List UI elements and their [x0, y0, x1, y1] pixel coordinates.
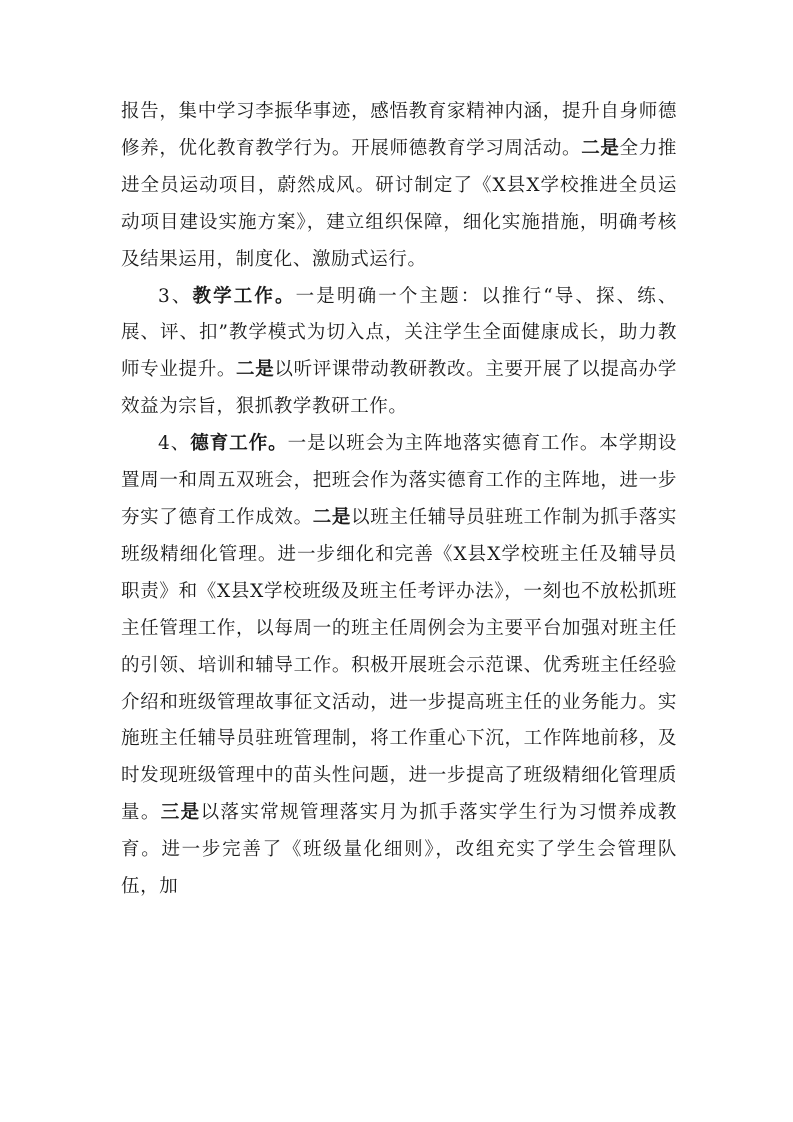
bold-run: 二是	[312, 506, 352, 528]
bold-run: 二是	[581, 137, 620, 159]
section-heading: 德育工作。	[190, 433, 288, 455]
section-number: 3、	[158, 285, 193, 307]
section-number: 4、	[158, 433, 191, 455]
paragraph-3	[121, 426, 677, 906]
text-run: 以班会为主阵地落实德育工作。本学期设置周一和周五双班会，把班会作为落实德育工作的主阵地，进一步夯实了德育工作成效。	[121, 433, 677, 528]
text-run: 一是	[295, 285, 337, 307]
text-run: 以听评课带动教研教改。主要开展了以提高办学效益为宗旨，狠抓教学教研工作。	[121, 359, 677, 418]
text-run: 明确一个主题：以推行“导、探、练、展、评、扣”教学模式为切入点，关注学生全面健康成长，助力教师专业提升。	[121, 285, 677, 381]
paragraph-1	[121, 94, 677, 279]
text-run: 以班主任辅导员驻班工作制为抓手落实班级精细化管理。进一步细化和完善《X县X学校班主任及辅导员职责》和《X县X学校班级及班主任考评办法》，一刻也不放松抓班主任管理工作，以每周一的班主任周例会为主要平台加强对班主任的引领、培训和辅导工作。积极开展班会示范课、优秀班主任经验介绍和班级管理故事征文活动，进一步提高班主任的业务能力。实施班主任辅导员驻班管理制，将工作重心下沉，工作阵地前移，及时发现班级管理中的苗头性问题，进一步提高了班级精细化管理质量。	[121, 506, 677, 824]
section-heading: 教学工作。	[192, 285, 296, 307]
text-run: 以落实常规管理落实月为抓手落实学生行为习惯养成教育。进一步完善了《班级量化细则》，改组充实了学生会管理队伍，加	[121, 802, 678, 898]
text-run: 全力推进全员运动项目，蔚然成风。研讨制定了《X县X学校推进全员运动项目建设实施方案》，建立组织保障，细化实施措施，明确考核及结果运用，制度化、激励式运行。	[121, 137, 677, 270]
paragraph-2	[121, 279, 677, 427]
bold-run: 三是	[160, 802, 201, 824]
text-run: 报告，集中学习李振华事迹，感悟教育家精神内涵，提升自身师德修养，优化教育教学行为。开展师德教育学习周活动。	[121, 101, 677, 159]
bold-run: 二是	[236, 359, 275, 381]
text-run: 一是	[287, 433, 327, 455]
body-text	[121, 94, 677, 906]
